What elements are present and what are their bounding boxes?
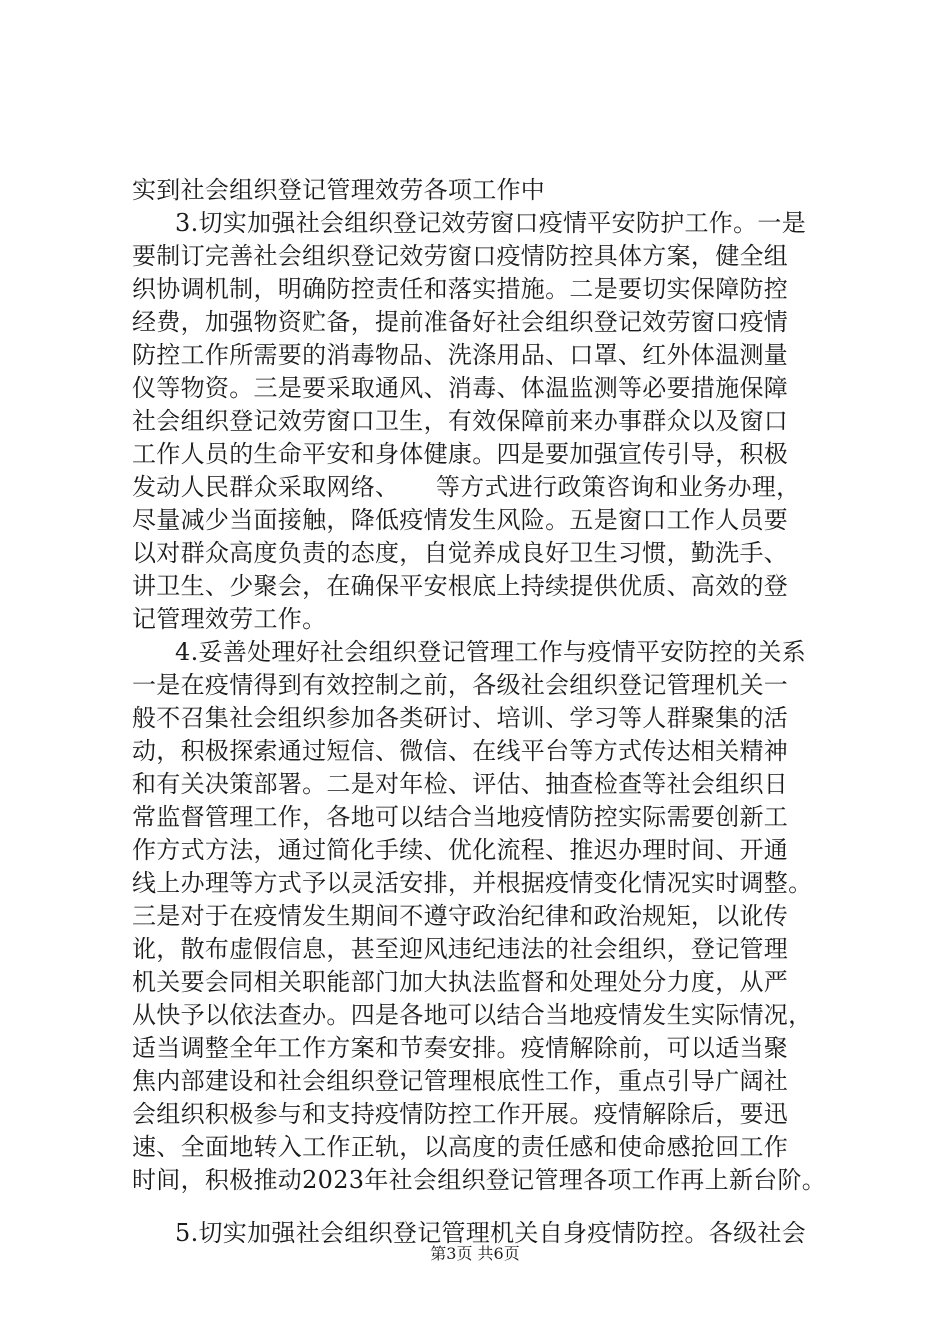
body-text-line: 织协调机制，明确防控责任和落实措施。二是要切实保障防控 bbox=[132, 275, 789, 303]
body-text-line: 适当调整全年工作方案和节奏安排。疫情解除前，可以适当聚 bbox=[132, 1034, 789, 1062]
body-text-line: 速、全面地转入工作正轨，以高度的责任感和使命感抢回工作 bbox=[132, 1133, 789, 1161]
body-text-line: 般不召集社会组织参加各类研讨、培训、学习等人群聚集的活 bbox=[132, 704, 789, 732]
body-text-line: 防控工作所需要的消毒物品、洗涤用品、口罩、红外体温测量 bbox=[132, 341, 789, 369]
body-text-line: 和有关决策部署。二是对年检、评估、抽查检查等社会组织日 bbox=[132, 770, 789, 798]
body-text-line: 作方式方法，通过简化手续、优化流程、推迟办理时间、开通 bbox=[132, 836, 789, 864]
paragraph-5-first-line: 5.切实加强社会组织登记管理机关自身疫情防控。各级社会 bbox=[175, 1219, 806, 1247]
body-text-line: 常监督管理工作，各地可以结合当地疫情防控实际需要创新工 bbox=[132, 803, 789, 831]
body-text-line: 要制订完善社会组织登记效劳窗口疫情防控具体方案，健全组 bbox=[132, 242, 789, 270]
body-text-line: 实到社会组织登记管理效劳各项工作中 bbox=[132, 176, 546, 204]
body-text-line: 机关要会同相关职能部门加大执法监督和处理处分力度，从严 bbox=[132, 968, 789, 996]
body-text-line: 仪等物资。三是要采取通风、消毒、体温监测等必要措施保障 bbox=[132, 374, 789, 402]
body-text-line: 记管理效劳工作。 bbox=[132, 605, 327, 633]
body-text-line: 动，积极探索通过短信、微信、在线平台等方式传达相关精神 bbox=[132, 737, 789, 765]
paragraph-3-first-line: 3.切实加强社会组织登记效劳窗口疫情平安防护工作。一是 bbox=[175, 209, 806, 237]
body-text-line: 以对群众高度负责的态度，自觉养成良好卫生习惯，勤洗手、 bbox=[132, 539, 789, 567]
body-text-line: 发动人民群众采取网络、 等方式进行政策咨询和业务办理， bbox=[132, 473, 801, 501]
paragraph-4-first-line: 4.妥善处理好社会组织登记管理工作与疫情平安防控的关系 bbox=[175, 638, 806, 666]
body-text-line: 从快予以依法查办。四是各地可以结合当地疫情发生实际情况， bbox=[132, 1001, 813, 1029]
body-text-line: 工作人员的生命平安和身体健康。四是要加强宣传引导，积极 bbox=[132, 440, 789, 468]
body-text-line: 社会组织登记效劳窗口卫生，有效保障前来办事群众以及窗口 bbox=[132, 407, 789, 435]
body-text-line: 会组织积极参与和支持疫情防控工作开展。疫情解除后，要迅 bbox=[132, 1100, 789, 1128]
body-text-line: 焦内部建设和社会组织登记管理根底性工作，重点引导广阔社 bbox=[132, 1067, 789, 1095]
body-text-line: 一是在疫情得到有效控制之前，各级社会组织登记管理机关一 bbox=[132, 671, 789, 699]
body-text-line: 讲卫生、少聚会，在确保平安根底上持续提供优质、高效的登 bbox=[132, 572, 789, 600]
body-text-line: 线上办理等方式予以灵活安排，并根据疫情变化情况实时调整。 bbox=[132, 869, 813, 897]
body-text-line: 讹，散布虚假信息，甚至迎风违纪违法的社会组织，登记管理 bbox=[132, 935, 789, 963]
body-text-line: 时间，积极推动2023年社会组织登记管理各项工作再上新台阶。 bbox=[132, 1166, 827, 1194]
body-text-line: 三是对于在疫情发生期间不遵守政治纪律和政治规矩，以讹传 bbox=[132, 902, 789, 930]
body-text-line: 经费，加强物资贮备，提前准备好社会组织登记效劳窗口疫情 bbox=[132, 308, 789, 336]
page-number-footer: 第3页 共6页 bbox=[430, 1244, 520, 1263]
body-text-line: 尽量减少当面接触，降低疫情发生风险。五是窗口工作人员要 bbox=[132, 506, 789, 534]
